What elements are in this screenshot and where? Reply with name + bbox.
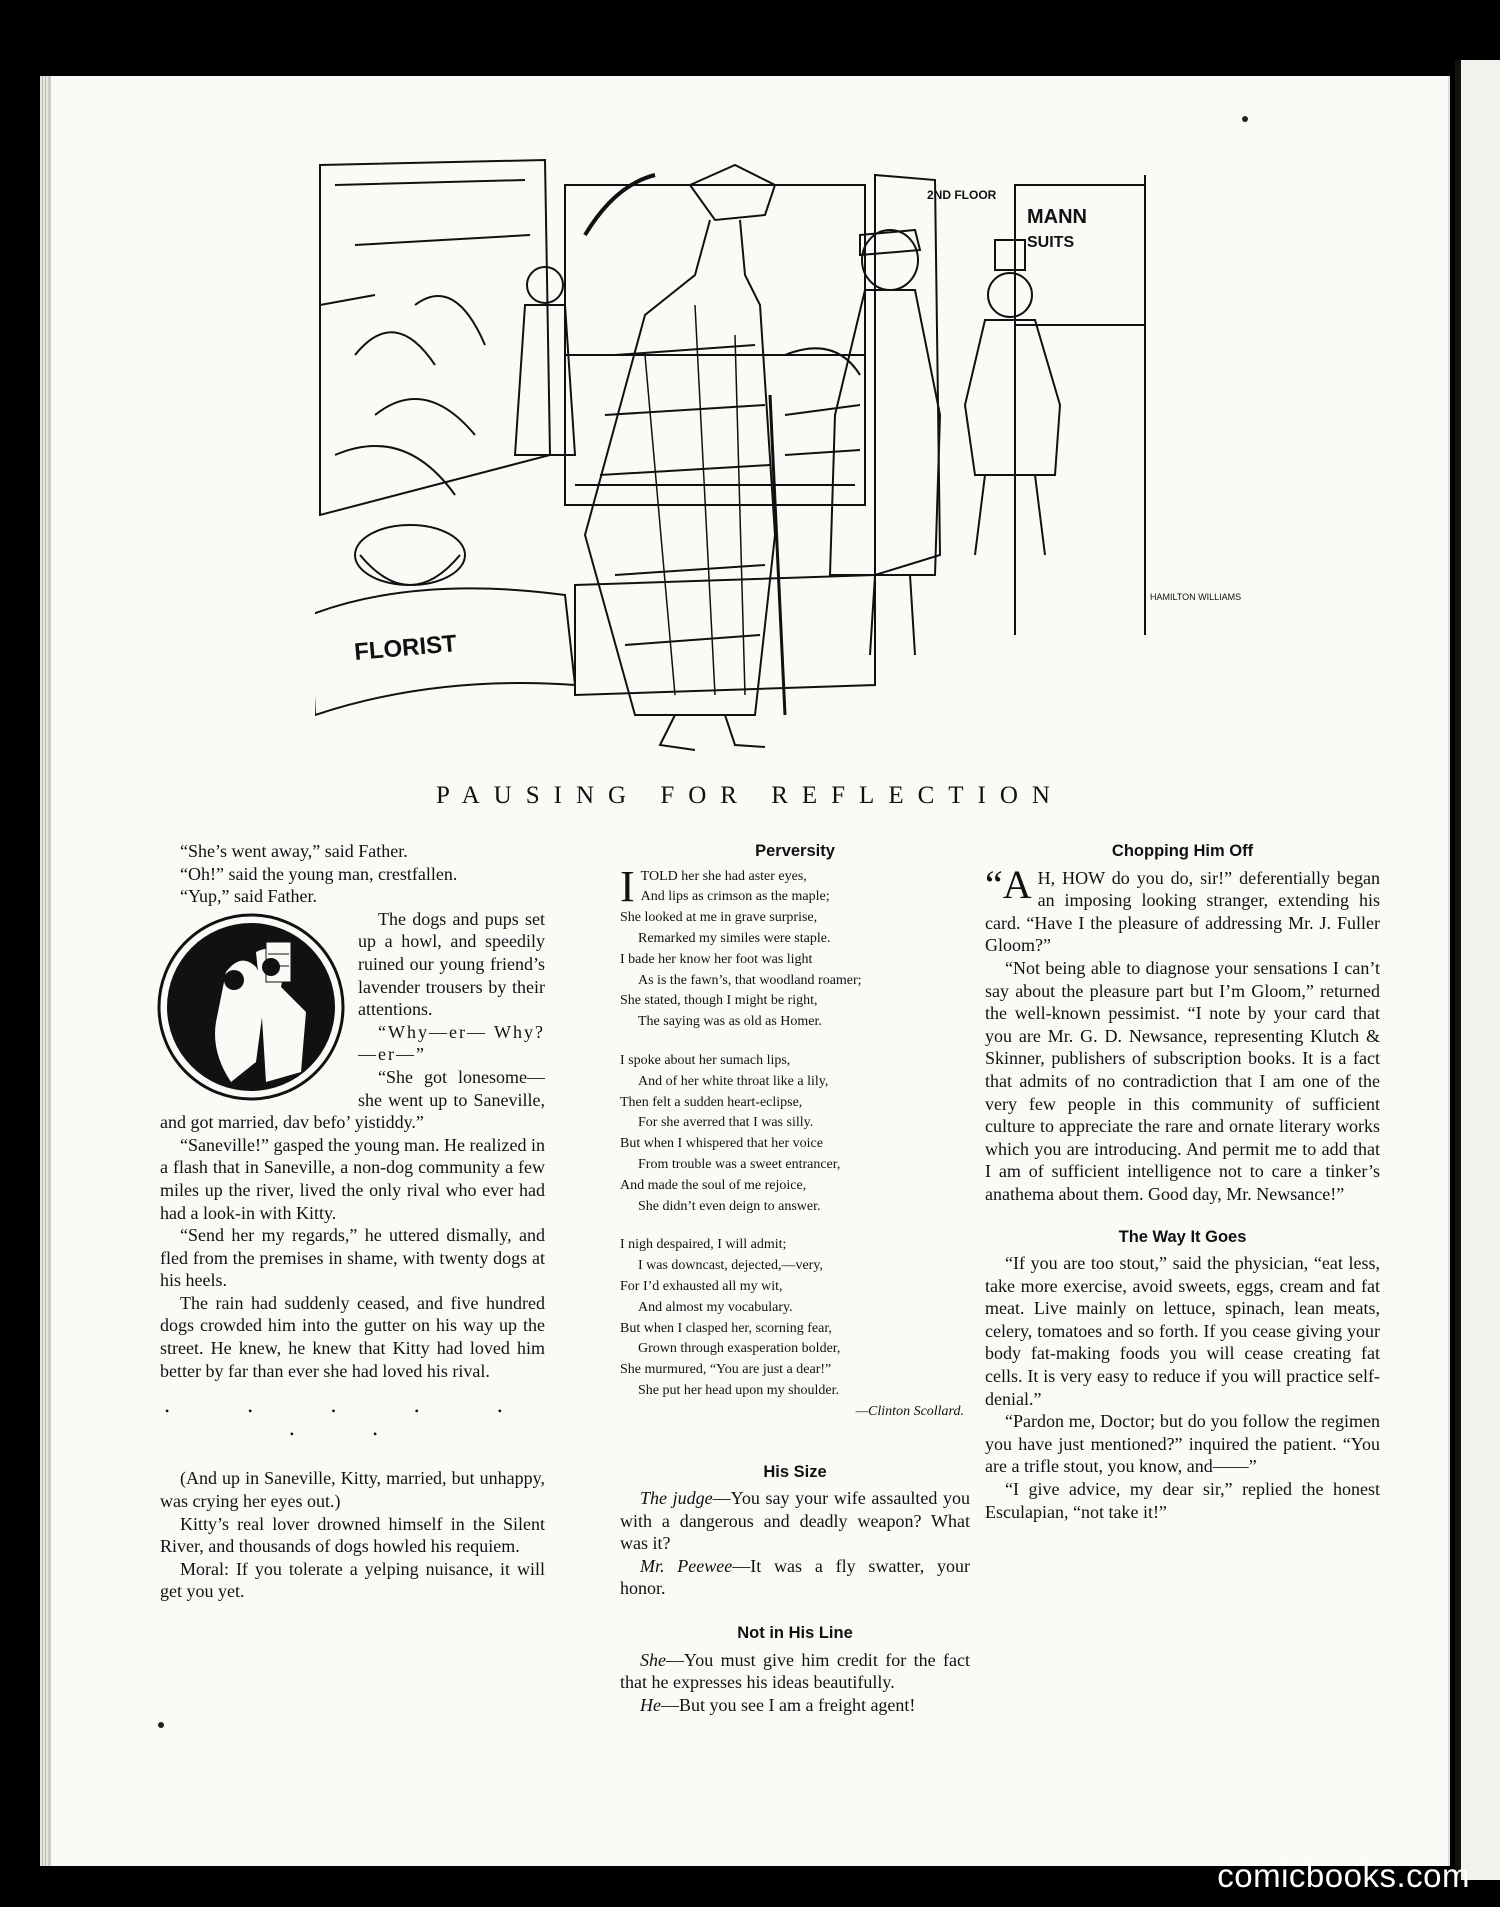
poem-line: TOLD her she had aster eyes, (640, 868, 807, 884)
poem (620, 861, 970, 1423)
paragraph: (And up in Saneville, Kitty, married, but unhappy, was crying her eyes out.) (160, 1468, 545, 1512)
drop-cap: I (620, 861, 635, 911)
section-break: • • • • • • • (164, 1404, 540, 1441)
joke-title: Not in His Line (737, 1624, 853, 1643)
speaker: She (640, 1649, 666, 1670)
poem-line: She murmured, “You are just a dear!” (620, 1362, 832, 1378)
paragraph: “Pardon me, Doctor; but do you follow the regimen you have just mentioned?” inquired the patient. “You are a trifle stout, you know, and——” (985, 1411, 1380, 1477)
poem-line: I spoke about her sumach lips, (620, 1052, 791, 1068)
paragraph: “Oh!” said the young man, crestfallen. (180, 863, 458, 884)
paragraph: The rain had suddenly ceased, and five hundred dogs crowded him into the gutter on his way up the street. He knew, he knew that Kitty had loved him better by far than ever she had loved his rival. (160, 1292, 545, 1381)
paragraph: “Not being able to diagnose your sensations I can’t say about the pleasure part but I’m Gloom,” returned the well-known pessimist. “I note by your card that you are Mr. G. D. Newsance, representing Klutch & Skinner, publishers of subscription books. It is a fact that admits of no contradiction that I am one of the very few people in this community of sufficient culture to appreciate the rare and ornate literary works which you are introducing. And permit me to add that I am of sufficient intelligence not to care a tinker’s anathema about them. Good day, Mr. Newsance!” (985, 957, 1380, 1204)
poem-line: But when I clasped her, scorning fear, (620, 1320, 832, 1336)
poem-line: She didn’t even deign to answer. (638, 1198, 821, 1214)
poem-line: From trouble was a sweet entrancer, (638, 1156, 841, 1172)
poem-author: —Clinton Scollard. (855, 1403, 964, 1419)
speaker: He (640, 1694, 661, 1715)
paragraph: “I give advice, my dear sir,” replied the honest Esculapian, “not take it!” (985, 1479, 1380, 1522)
anecdote-column (985, 840, 1380, 1523)
dialogue: —You say your wife assaulted you with a dangerous and deadly weapon? What was it? (620, 1488, 970, 1554)
paragraph: H, HOW do you do, sir!” deferentially began an imposing looking stranger, extending his card. “Have I the pleasure of addressing Mr. J. Fuller Gloom?” (985, 867, 1380, 956)
dialogue: —But you see I am a freight agent! (661, 1694, 916, 1715)
paragraph: “Yup,” said Father. (180, 886, 317, 907)
dancing-couple-medallion (156, 912, 346, 1102)
street-scene-illustration (315, 155, 1245, 770)
print-speck (158, 1722, 164, 1728)
poem-line: Grown through exasperation bolder, (638, 1341, 841, 1357)
paragraph: The dogs and pups set up a howl, and speedily ruined our young friend’s lavender trousers by their attentions. (358, 908, 545, 1020)
speaker: The judge (640, 1488, 713, 1509)
poem-line: I bade her know her foot was light (620, 951, 813, 967)
dialogue: —You must give him credit for the fact that he expresses his ideas beautifully. (620, 1649, 970, 1693)
poem-line: As is the fawn’s, that woodland roamer; (638, 972, 862, 988)
florist-sign: FLORIST (353, 630, 458, 666)
poem-line: For I’d exhausted all my wit, (620, 1278, 783, 1294)
poem-line: Remarked my similes were staple. (638, 930, 831, 946)
drop-cap: “A (985, 861, 1032, 907)
speaker: Mr. Peewee (640, 1555, 733, 1576)
poem-line: I was downcast, dejected,—very, (638, 1258, 823, 1274)
poem-line: The saying was as old as Homer. (638, 1014, 822, 1030)
paragraph: “Send her my regards,” he uttered dismally, and fled from the premises in shame, with twenty dogs at his heels. (160, 1225, 545, 1291)
suits-sign: SUITS (1027, 234, 1075, 251)
poem-title: Perversity (755, 842, 835, 860)
poem-line: Then felt a sudden heart-eclipse, (620, 1094, 803, 1110)
poem-line: She put her head upon my shoulder. (638, 1382, 840, 1398)
poem-line: For she averred that I was silly. (638, 1115, 814, 1131)
illustration-caption: PAUSING FOR REFLECTION (436, 782, 1064, 809)
joke-title: His Size (763, 1462, 827, 1481)
poem-line: And lips as crimson as the maple; (640, 889, 830, 905)
poem-line: She stated, though I might be right, (620, 993, 818, 1009)
paragraph: “She got lonesome—she went up to Saneville, and got married, dav befo’ yistiddy.” (160, 1066, 545, 1133)
paragraph: Kitty’s real lover drowned himself in the Silent River, and thousands of dogs howled his requiem. (160, 1513, 545, 1557)
artist-signature: HAMILTON WILLIAMS (1150, 592, 1242, 602)
poem-column (620, 840, 970, 1716)
poem-line: And almost my vocabulary. (638, 1299, 793, 1315)
dialogue: —It was a fly swatter, your honor. (620, 1555, 970, 1599)
story-column (160, 840, 545, 1603)
facing-page-edge (1455, 60, 1500, 1880)
paragraph: “Why—er— Why?—er—” (358, 1021, 545, 1065)
print-speck (1242, 116, 1248, 122)
site-watermark: comicbooks.com (1217, 1857, 1470, 1894)
paragraph: “Saneville!” gasped the young man. He realized in a flash that in Saneville, a non-dog community a few miles up the river, lived the only rival who ever had had a look-in with Kitty. (160, 1134, 545, 1223)
anecdote-title: Chopping Him Off (1111, 842, 1254, 860)
poem-line: She looked at me in grave surprise, (620, 910, 818, 926)
poem-line: But when I whispered that her voice (620, 1136, 823, 1152)
anecdote-title: The Way It Goes (1118, 1227, 1247, 1246)
poem-line: And made the soul of me rejoice, (620, 1177, 807, 1193)
paragraph: Moral: If you tolerate a yelping nuisance, it will get you yet. (160, 1558, 545, 1602)
mann-sign: MANN (1027, 206, 1087, 228)
paragraph: “She’s went away,” said Father. (180, 841, 408, 861)
poem-line: I nigh despaired, I will admit; (620, 1237, 787, 1253)
poem-line: And of her white throat like a lily, (638, 1073, 829, 1089)
paragraph: “If you are too stout,” said the physician, “eat less, take more exercise, avoid sweets, eggs, cream and fat meat. Live mainly on lettuce, spinach, lean meats, celery, tomatoes and so forth. If you cease giving your body fat-making foods you will cease creating fat cells. It is very easy to reduce if you will practice self-denial.” (985, 1253, 1380, 1409)
floor-sign: 2ND FLOOR (927, 188, 997, 202)
